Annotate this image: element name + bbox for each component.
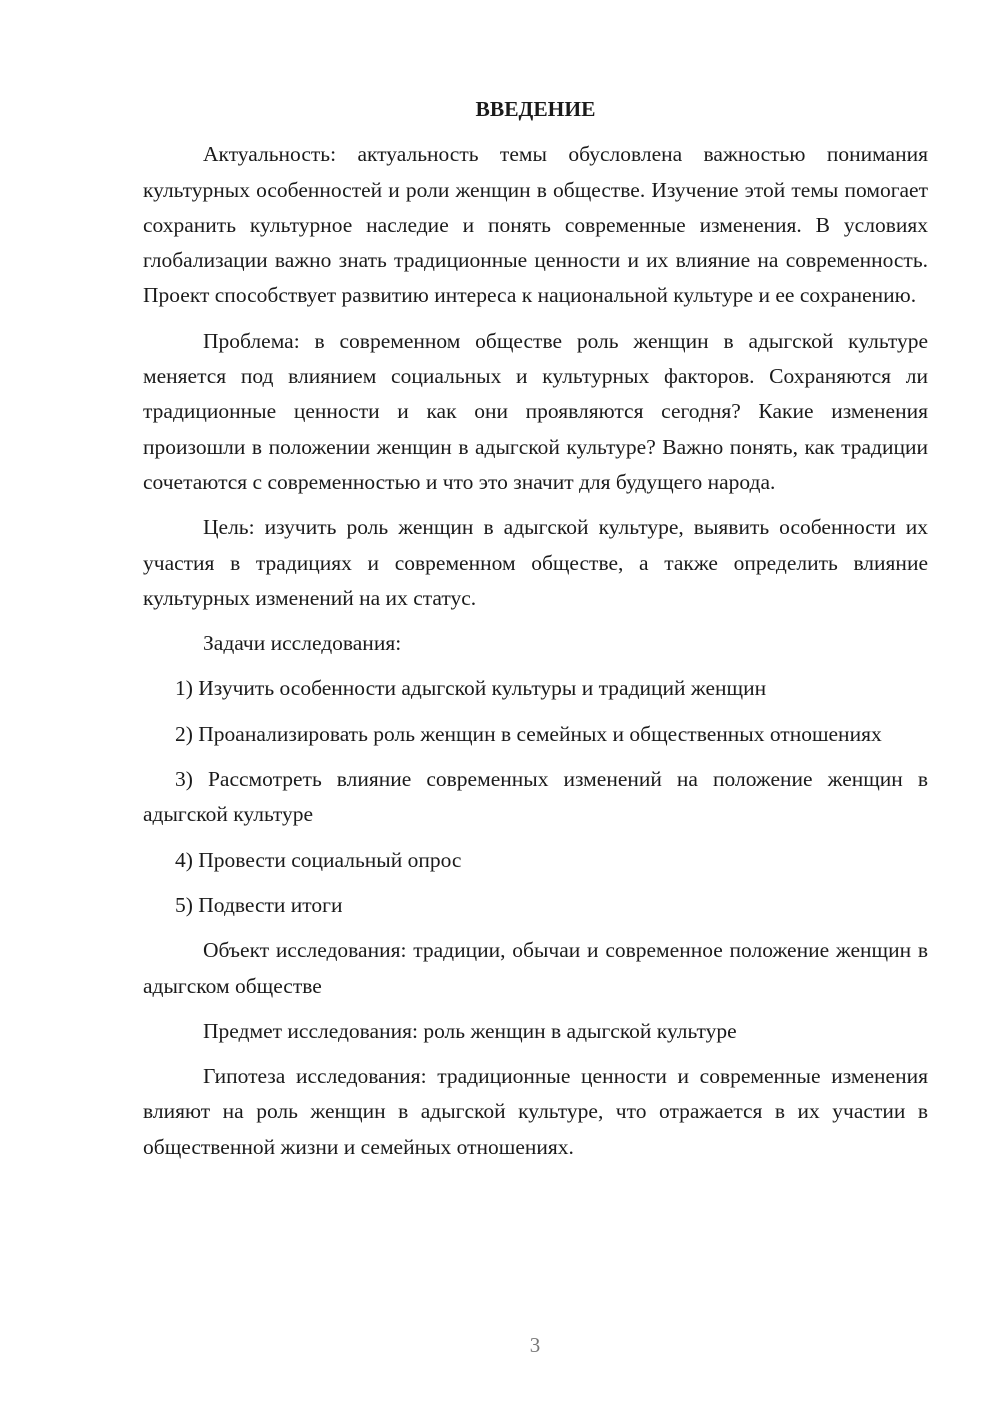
task-item-4: 4) Провести социальный опрос [175,847,462,872]
task-item-1: 1) Изучить особенности адыгской культуры и традиций женщин [175,676,767,701]
paragraph-object: Объект исследования: традиции, обычаи и современное положение женщин в адыгском обществе [143,938,928,998]
tasks-title: Задачи исследования: [203,631,402,656]
task-item-2: 2) Проанализировать роль женщин в семейных и общественных отношениях [175,721,882,746]
paragraph-goal: Цель: изучить роль женщин в адыгской культуре, выявить особенности их участия в традициях и современном обществе, а также определить влияние культурных изменений на их статус. [143,515,928,610]
task-item-3: 3) Рассмотреть влияние современных изменений на положение женщин в адыгской культуре [143,767,928,827]
paragraph-problem: Проблема: в современном обществе роль женщин в адыгской культуре меняется под влиянием социальных и культурных факторов. Сохраняются ли традиционные ценности и как они проявляются сегодня? Какие изменения произошли в положении женщин в адыгской культуре? Важно понять, как традиции сочетаются с современностью и что это значит для будущего народа. [143,328,928,494]
task-item-5: 5) Подвести итоги [175,892,343,917]
paragraph-hypothesis: Гипотеза исследования: традиционные ценности и современные изменения влияют на роль женщин в адыгской культуре, что отражается в их участии в общественной жизни и семейных отношениях. [143,1064,928,1159]
paragraph-relevance: Актуальность: актуальность темы обусловлена важностью понимания культурных особенностей и роли женщин в обществе. Изучение этой темы помогает сохранить культурное наследие и понять современные изменения. В условиях глобализации важно знать традиционные ценности и их влияние на современность. Проект способствует развитию интереса к национальной культуре и ее сохранению. [143,142,928,308]
page-number: 3 [529,1333,541,1357]
paragraph-subject: Предмет исследования: роль женщин в адыгской культуре [203,1018,737,1043]
page-title: ВВЕДЕНИЕ [475,97,596,121]
document-page [143,92,928,1175]
